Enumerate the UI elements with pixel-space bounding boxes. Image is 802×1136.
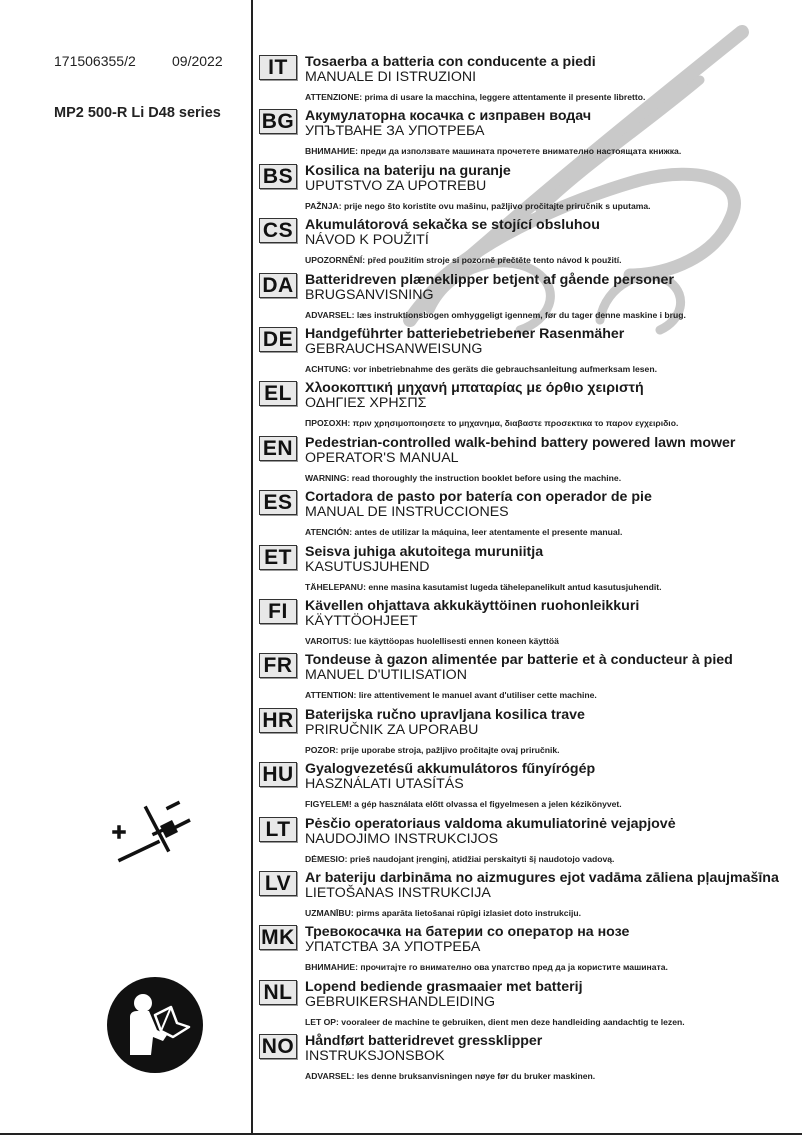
- language-title: Baterijska ručno upravljana kosilica trave: [305, 706, 585, 723]
- language-subtitle: GEBRUIKERSHANDLEIDING: [305, 993, 495, 1010]
- battery-polarity-icon: [112, 800, 192, 870]
- language-warning: WARNING: read thoroughly the instruction booklet before using the machine.: [305, 472, 622, 483]
- language-warning: LET OP: vooraleer de machine te gebruiken, dient men deze handleiding aandachtig te lezen.: [305, 1016, 685, 1027]
- language-row-fi: [258, 599, 798, 653]
- bottom-rule: [0, 1133, 802, 1135]
- language-title: Акумулаторна косачка с изправен водач: [305, 108, 592, 125]
- language-row-en: [258, 436, 798, 490]
- language-title: Kävellen ohjattava akkukäyttöinen ruohonleikkuri: [305, 598, 640, 614]
- language-subtitle: PRIRUČNIK ZA UPORABU: [305, 721, 479, 738]
- language-title: Pedestrian-controlled walk-behind battery powered lawn mower: [305, 434, 736, 451]
- language-row-mk: [258, 925, 798, 979]
- vertical-divider: [251, 0, 253, 1134]
- language-warning: FIGYELEM! a gép használata előtt olvassa el figyelmesen a jelen kézikönyvet.: [305, 799, 622, 810]
- language-title: Тревокосачка на батерии со оператор на нозе: [305, 924, 630, 941]
- language-warning: ВНИМАНИЕ: прочитајте го внимателно ова упатство пред да ја користите машината.: [305, 962, 668, 973]
- language-row-hu: [258, 762, 798, 816]
- language-title: Akumulátorová sekačka se stojící obsluhou: [305, 217, 600, 234]
- language-code-badge: LV: [259, 871, 297, 896]
- language-subtitle: УПАТСТВА ЗА УПОТРЕБА: [305, 939, 481, 956]
- language-code-badge: DA: [259, 273, 297, 298]
- language-code-badge: HR: [259, 708, 297, 733]
- language-subtitle: BRUGSANVISNING: [305, 286, 434, 303]
- language-code-badge: ES: [259, 490, 297, 515]
- language-row-lv: [258, 871, 798, 925]
- language-subtitle: ΟΔΗΓΙΕΣ ΧΡΗΣΠΣ: [305, 395, 427, 412]
- language-title: Kosilica na bateriju na guranje: [305, 162, 511, 179]
- language-row-da: [258, 273, 798, 327]
- language-row-el: [258, 381, 798, 435]
- language-code-badge: HU: [259, 762, 297, 787]
- language-subtitle: УПЪТВАНЕ ЗА УПОТРЕБА: [305, 123, 485, 140]
- language-code-badge: BS: [259, 164, 297, 189]
- language-warning: PAŽNJA: prije nego što koristite ovu mašinu, pažljivo pročitajte priručnik s uputama.: [305, 200, 651, 211]
- document-code: 171506355/2: [54, 53, 136, 69]
- language-title: Seisva juhiga akutoitega muruniitja: [305, 543, 544, 560]
- language-title: Cortadora de pasto por batería con operador de pie: [305, 489, 652, 506]
- language-warning: ΠΡΟΣΟΧΗ: πριν χρησιμοποιησετε το μηχανημα, διαβαστε προσεκτικα το παρον εγχειριδιο.: [305, 418, 679, 429]
- language-subtitle: MANUEL D'UTILISATION: [305, 667, 467, 684]
- language-subtitle: INSTRUKSJONSBOK: [305, 1048, 445, 1065]
- language-row-it: [258, 55, 798, 109]
- language-row-hr: [258, 708, 798, 762]
- language-code-badge: FI: [259, 599, 297, 624]
- language-row-de: [258, 327, 798, 381]
- language-code-badge: BG: [259, 109, 297, 134]
- language-subtitle: LIETOŠANAS INSTRUKCIJA: [305, 885, 491, 901]
- language-row-no: [258, 1034, 798, 1088]
- language-warning: UZMANĪBU: pirms aparāta lietošanai rūpīgi izlasiet doto instrukciju.: [305, 908, 581, 918]
- language-subtitle: MANUAL DE INSTRUCCIONES: [305, 504, 509, 521]
- language-warning: ATTENZIONE: prima di usare la macchina, leggere attentamente il presente libretto.: [305, 92, 646, 102]
- language-title: Ar bateriju darbināma no aizmugures ejot vadāma zāliena pļaujmašīna: [305, 870, 779, 886]
- language-subtitle: GEBRAUCHSANWEISUNG: [305, 341, 483, 357]
- language-title: Lopend bediende grasmaaier met batterij: [305, 978, 583, 995]
- language-row-fr: [258, 653, 798, 707]
- language-subtitle: KASUTUSJUHEND: [305, 558, 430, 575]
- language-row-bg: [258, 109, 798, 163]
- language-code-badge: IT: [259, 55, 297, 80]
- language-code-badge: MK: [259, 925, 297, 950]
- language-code-badge: CS: [259, 218, 297, 243]
- document-date: 09/2022: [172, 53, 223, 69]
- language-title: Batteridreven plæneklipper betjent af gående personer: [305, 271, 674, 288]
- language-title: Pėsčio operatoriaus valdoma akumuliatorinė vejapjovė: [305, 815, 676, 832]
- language-code-badge: ET: [259, 545, 297, 570]
- language-warning: ATTENTION: lire attentivement le manuel avant d'utiliser cette machine.: [305, 690, 597, 701]
- language-title: Gyalogvezetésű akkumulátoros fűnyírógép: [305, 761, 596, 778]
- language-subtitle: UPUTSTVO ZA UPOTREBU: [305, 177, 487, 194]
- language-row-cs: [258, 218, 798, 272]
- language-warning: ATENCIÓN: antes de utilizar la máquina, leer atentamente el presente manual.: [305, 527, 623, 538]
- language-row-bs: [258, 164, 798, 218]
- language-code-badge: NL: [259, 980, 297, 1005]
- language-subtitle: HASZNÁLATI UTASÍTÁS: [305, 776, 464, 793]
- language-warning: ВНИМАНИЕ: преди да използвате машината прочетете внимателно настоящата книжка.: [305, 146, 682, 157]
- language-title: Handgeführter batteriebetriebener Rasenmäher: [305, 326, 625, 342]
- language-warning: DĖMESIO: prieš naudojant įrenginį, atidžiai perskaityti šį naudotojo vadovą.: [305, 853, 615, 864]
- language-code-badge: EN: [259, 436, 297, 461]
- language-code-badge: EL: [259, 381, 297, 406]
- language-subtitle: NAUDOJIMO INSTRUKCIJOS: [305, 830, 499, 847]
- model-name: MP2 500-R Li D48 series: [54, 105, 221, 121]
- language-code-badge: DE: [259, 327, 297, 352]
- language-warning: ADVARSEL: læs instruktionsbogen omhyggeligt igennem, før du tager denne maskine i brug.: [305, 309, 686, 320]
- language-subtitle: OPERATOR'S MANUAL: [305, 449, 459, 466]
- read-manual-icon: [105, 975, 205, 1075]
- language-row-lt: [258, 817, 798, 871]
- language-title: Tosaerba a batteria con conducente a piedi: [305, 54, 596, 70]
- language-title: Χλοοκοπτική μηχανή μπαταρίας με όρθιο χειριστή: [305, 380, 644, 397]
- language-subtitle: KÄYTTÖOHJEET: [305, 613, 418, 629]
- language-warning: POZOR: prije uporabe stroja, pažljivo pročitajte ovaj priručnik.: [305, 744, 560, 755]
- language-row-et: [258, 545, 798, 599]
- language-warning: ADVARSEL: les denne bruksanvisningen nøye før du bruker maskinen.: [305, 1071, 596, 1082]
- language-code-badge: LT: [259, 817, 297, 842]
- language-warning: VAROITUS: lue käyttöopas huolellisesti ennen koneen käyttöä: [305, 636, 559, 646]
- language-warning: UPOZORNĚNÍ: před použitím stroje si pozorně přečtěte tento návod k použití.: [305, 255, 622, 266]
- language-subtitle: MANUALE DI ISTRUZIONI: [305, 69, 477, 85]
- language-row-nl: [258, 980, 798, 1034]
- language-row-es: [258, 490, 798, 544]
- language-warning: ACHTUNG: vor inbetriebnahme des geräts die gebrauchsanleitung aufmerksam lesen.: [305, 364, 657, 374]
- language-code-badge: FR: [259, 653, 297, 678]
- language-subtitle: NÁVOD K POUŽITÍ: [305, 232, 429, 249]
- language-code-badge: NO: [259, 1034, 297, 1059]
- language-title: Tondeuse à gazon alimentée par batterie et à conducteur à pied: [305, 652, 733, 669]
- language-warning: TÄHELEPANU: enne masina kasutamist lugeda tähelepanelikult antud kasutusjuhendit.: [305, 581, 662, 592]
- language-title: Håndført batteridrevet gressklipper: [305, 1033, 543, 1050]
